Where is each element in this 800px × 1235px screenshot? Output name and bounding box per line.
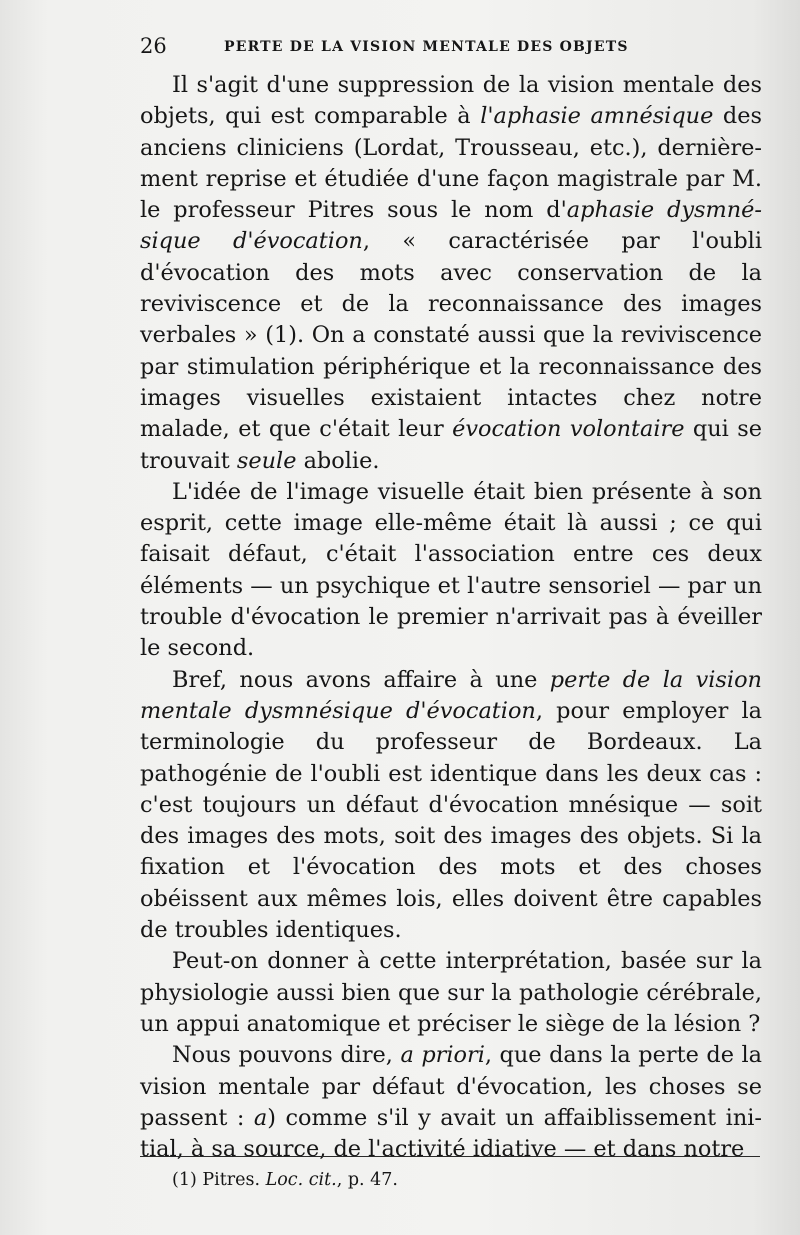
italic-term: perte de la vision mentale dysmnésique d'évocation bbox=[140, 666, 762, 724]
paragraph-3 bbox=[140, 665, 762, 947]
paragraph-1 bbox=[140, 70, 762, 477]
paragraph-4 bbox=[140, 946, 762, 1040]
italic-term: aphasie dysmnésique d'évocation bbox=[140, 197, 762, 255]
italic-term: a priori bbox=[400, 1042, 485, 1069]
footnote-marker: (1) bbox=[172, 1170, 197, 1190]
italic-term: l'aphasie amnésique bbox=[480, 103, 714, 130]
page-number: 26 bbox=[140, 34, 167, 58]
italic-term: a bbox=[253, 1104, 268, 1131]
text-segment: qui se trouvait bbox=[140, 416, 762, 474]
text-segment: , pour employer la terminologie du professeur de Bordeaux. La pathogénie de l'oubli est identique dans les deux cas : c'est toujours un défaut d'évocation mnésique — soit des images des mots, soit des images des objets. Si la fixation et l'évocation des mots et des choses obéissent aux mêmes lois, elles doivent être capables de troubles identiques. bbox=[140, 697, 762, 944]
italic-term: évocation volontaire bbox=[452, 416, 685, 443]
footnote-author: Pitres. bbox=[202, 1170, 261, 1190]
footnote-divider bbox=[140, 1156, 760, 1157]
text-segment: Peut-on donner à cette interprétation, basée sur la physiologie aussi bien que sur la pathologie cérébrale, un appui anatomique et préciser le siège de la lésion ? bbox=[140, 948, 762, 1037]
text-segment: abolie. bbox=[296, 447, 380, 474]
italic-term: seule bbox=[236, 447, 297, 474]
text-segment: Nous pouvons dire, bbox=[172, 1042, 401, 1069]
text-segment: L'idée de l'image visuelle était bien présente à son esprit, cette image elle-même était là aussi ; ce qui faisait défaut, c'était l'association entre ces deux éléments — un psychique et l'autre sensoriel — par un trouble d'évocation le premier n'arrivait pas à éveiller le second. bbox=[140, 478, 762, 662]
text-segment: ) comme s'il y avait un affaiblissement initial, à sa source, de l'activité idiative — et dans notre bbox=[140, 1104, 762, 1163]
text-segment: des anciens cliniciens (Lordat, Trousseau, etc.), dernièrement reprise et étudiée d'une façon magistrale par M. le professeur Pitres sous le nom d' bbox=[140, 103, 763, 224]
text-segment: , « caractérisée par l'oubli d'évocation des mots avec conservation de la reviviscence et de la reconnaissance des images verbales » (1). On a constaté aussi que la reviviscence par stimulation périphérique et la reconnaissance des images visuelles existaient intactes chez notre malade, et que c'était leur bbox=[140, 228, 763, 443]
text-segment: Il s'agit d'une suppression de la vision mentale des objets, qui est comparable à bbox=[140, 72, 762, 130]
body-text bbox=[140, 70, 762, 1165]
text-segment: Bref, nous avons affaire à une bbox=[172, 666, 550, 693]
running-title: PERTE DE LA VISION MENTALE DES OBJETS bbox=[224, 39, 629, 55]
text-segment: , que dans la perte de la vision mentale par défaut d'évocation, les choses se passent : bbox=[140, 1042, 762, 1131]
paragraph-5 bbox=[140, 1040, 762, 1165]
running-head bbox=[140, 34, 760, 58]
footnote bbox=[172, 1168, 398, 1192]
paragraph-2 bbox=[140, 477, 762, 665]
footnote-page: , p. 47. bbox=[336, 1170, 398, 1190]
footnote-citation: Loc. cit. bbox=[265, 1170, 337, 1190]
